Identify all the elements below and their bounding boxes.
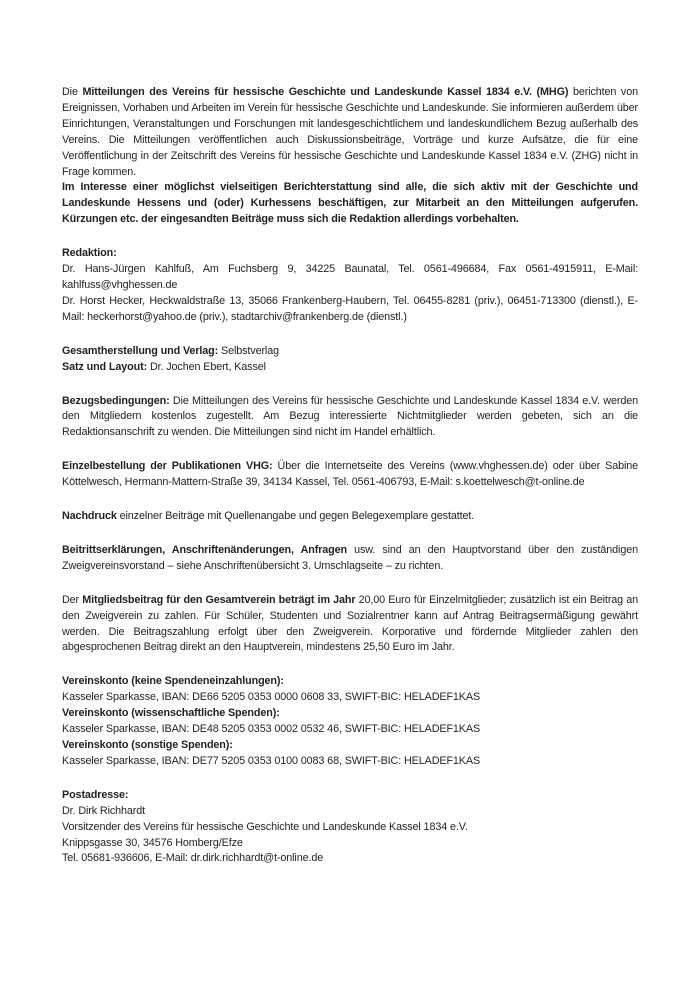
intro-appeal-paragraph: Im Interesse einer möglichst vielseitigen Berichterstattung sind alle, die sich aktiv mit der Geschichte und Landeskunde Hessens und (oder) Kurhessens beschäftigen, zur Mitarbeit an den Mitteilungen aufgerufen. Kürzungen etc. der eingesandten Beiträge muss sich die Redaktion allerdings vorbehalten.: [62, 181, 638, 226]
nachdruck-label: Nachdruck: [62, 510, 117, 523]
redaktion-heading: Redaktion:: [62, 247, 117, 260]
nachdruck-text: einzelner Beiträge mit Quellenangabe und gegen Belegexemplare gestattet.: [116, 510, 475, 523]
production-line2: [62, 360, 638, 376]
beitritt-text: usw. sind an den Hauptvorstand über den zuständigen Zweigvereinsvorstand – siehe Anschriftenübersicht 3. Umschlagseite – zu richten.: [62, 543, 638, 572]
konto-detail-1: Kasseler Sparkasse, IBAN: DE66 5205 0353 0000 0608 33, SWIFT-BIC: HELADEF1KAS: [62, 691, 481, 704]
production-label1: Gesamtherstellung und Verlag:: [62, 344, 219, 357]
production-line1: [62, 344, 638, 360]
nachdruck-paragraph: [62, 509, 638, 525]
bezugsbedingungen-paragraph: [62, 394, 638, 442]
postadresse-contact: Tel. 05681-936606, E-Mail: dr.dirk.richhardt@t-online.de: [62, 852, 324, 865]
redaktion-editor1: Dr. Hans-Jürgen Kahlfuß, Am Fuchsberg 9, 34225 Baunatal, Tel. 0561-496684, Fax 0561-4915911, E-Mail: kahlfuss@vhghessen.de: [62, 263, 638, 291]
production-label2: Satz und Layout:: [62, 360, 148, 373]
konto-detail-3: Kasseler Sparkasse, IBAN: DE77 5205 0353 0100 0083 68, SWIFT-BIC: HELADEF1KAS: [62, 754, 481, 767]
mitgliedsbeitrag-pre: Der: [62, 593, 83, 606]
production-value2: Dr. Jochen Ebert, Kassel: [147, 360, 266, 373]
postadresse-role: Vorsitzender des Vereins für hessische Geschichte und Landeskunde Kassel 1834 e.V.: [62, 820, 468, 833]
beitritt-label: Beitrittserklärungen, Anschriftenänderungen, Anfragen: [62, 543, 348, 556]
postadresse-name: Dr. Dirk Richhardt: [62, 804, 146, 817]
bezugsbedingungen-label: Bezugsbedingungen:: [62, 394, 170, 407]
postadresse-street: Knippsgasse 30, 34576 Homberg/Efze: [62, 836, 243, 849]
einzelbestellung-paragraph: [62, 459, 638, 491]
einzelbestellung-text: Über die Internetseite des Vereins (www.vhghessen.de) oder über Sabine Köttelwesch, Hermann-Mattern-Straße 39, 34134 Kassel, Tel. 0561-406793, E-Mail: s.koettelwesch@t-online.de: [62, 460, 639, 489]
postadresse-heading: Postadresse:: [62, 788, 129, 801]
redaktion-editor2: Dr. Horst Hecker, Heckwaldstraße 13, 35066 Frankenberg-Haubern, Tel. 06455-8281 (priv.), 06451-713300 (dienstl.), E-Mail: heckerhorst@yahoo.de (priv.), stadtarchiv@frankenberg.de (dienstl.): [62, 294, 638, 323]
mitgliedsbeitrag-label: Mitgliedsbeitrag für den Gesamtverein beträgt im Jahr: [82, 593, 356, 606]
mitgliedsbeitrag-text: 20,00 Euro für Einzelmitglieder; zusätzlich ist ein Beitrag an den Zweigverein zu zahlen. Für Schüler, Studenten und Sozialrentner kann auf Antrag Beitragsermäßigung gewährt werden. Die Beitragszahlung erfolgt über den Zweigverein. Korporative und fördernde Mitglieder zahlen den abgesprochenen Beitrag direkt an den Hauptverein, mindestens 25,50 Euro im Jahr.: [62, 593, 639, 654]
konto-detail-2: Kasseler Sparkasse, IBAN: DE48 5205 0353 0002 0532 46, SWIFT-BIC: HELADEF1KAS: [62, 723, 481, 736]
intro-body-text: berichten von Ereignissen, Vorhaben und Arbeiten im Verein für hessische Geschichte und Landeskunde. Sie informieren außerdem über Einrichtungen, Veranstaltungen und Forschungen mit landesgeschichtlichem und landeskundlichem Bezug außerhalb des Vereins. Die Mitteilungen veröffentlichen auch Diskussionsbeiträge, Vorträge und kurze Aufsätze, die für eine Veröffentlichung in der Zeitschrift des Vereins für hessische Geschichte und Landeskunde Kassel 1834 e.V. (ZHG) nicht in Frage kommen.: [62, 86, 638, 178]
mitgliedsbeitrag-paragraph: [62, 593, 638, 657]
konto-heading-1: Vereinskonto (keine Spendeneinzahlungen):: [62, 675, 284, 688]
konto-heading-3: Vereinskonto (sonstige Spenden):: [62, 739, 233, 751]
intro-paragraph: [62, 85, 638, 180]
einzelbestellung-label: Einzelbestellung der Publikationen VHG:: [62, 460, 273, 473]
production-value1: Selbstverlag: [218, 344, 279, 357]
intro-lead-text: Die: [62, 86, 83, 98]
publication-title-text: Mitteilungen des Vereins für hessische Geschichte und Landeskunde Kassel 1834 e.V. (MHG): [82, 86, 569, 98]
beitritt-paragraph: [62, 543, 638, 575]
konto-heading-2: Vereinskonto (wissenschaftliche Spenden):: [62, 707, 280, 720]
bezugsbedingungen-text: Die Mitteilungen des Vereins für hessische Geschichte und Landeskunde Kassel 1834 e.V. werden den Mitgliedern kostenlos zugestellt. Am Bezug interessierte Nichtmitglieder werden gebeten, sich an die Redaktionsanschrift zu wenden. Die Mitteilungen sind nicht im Handel erhältlich.: [62, 394, 638, 439]
